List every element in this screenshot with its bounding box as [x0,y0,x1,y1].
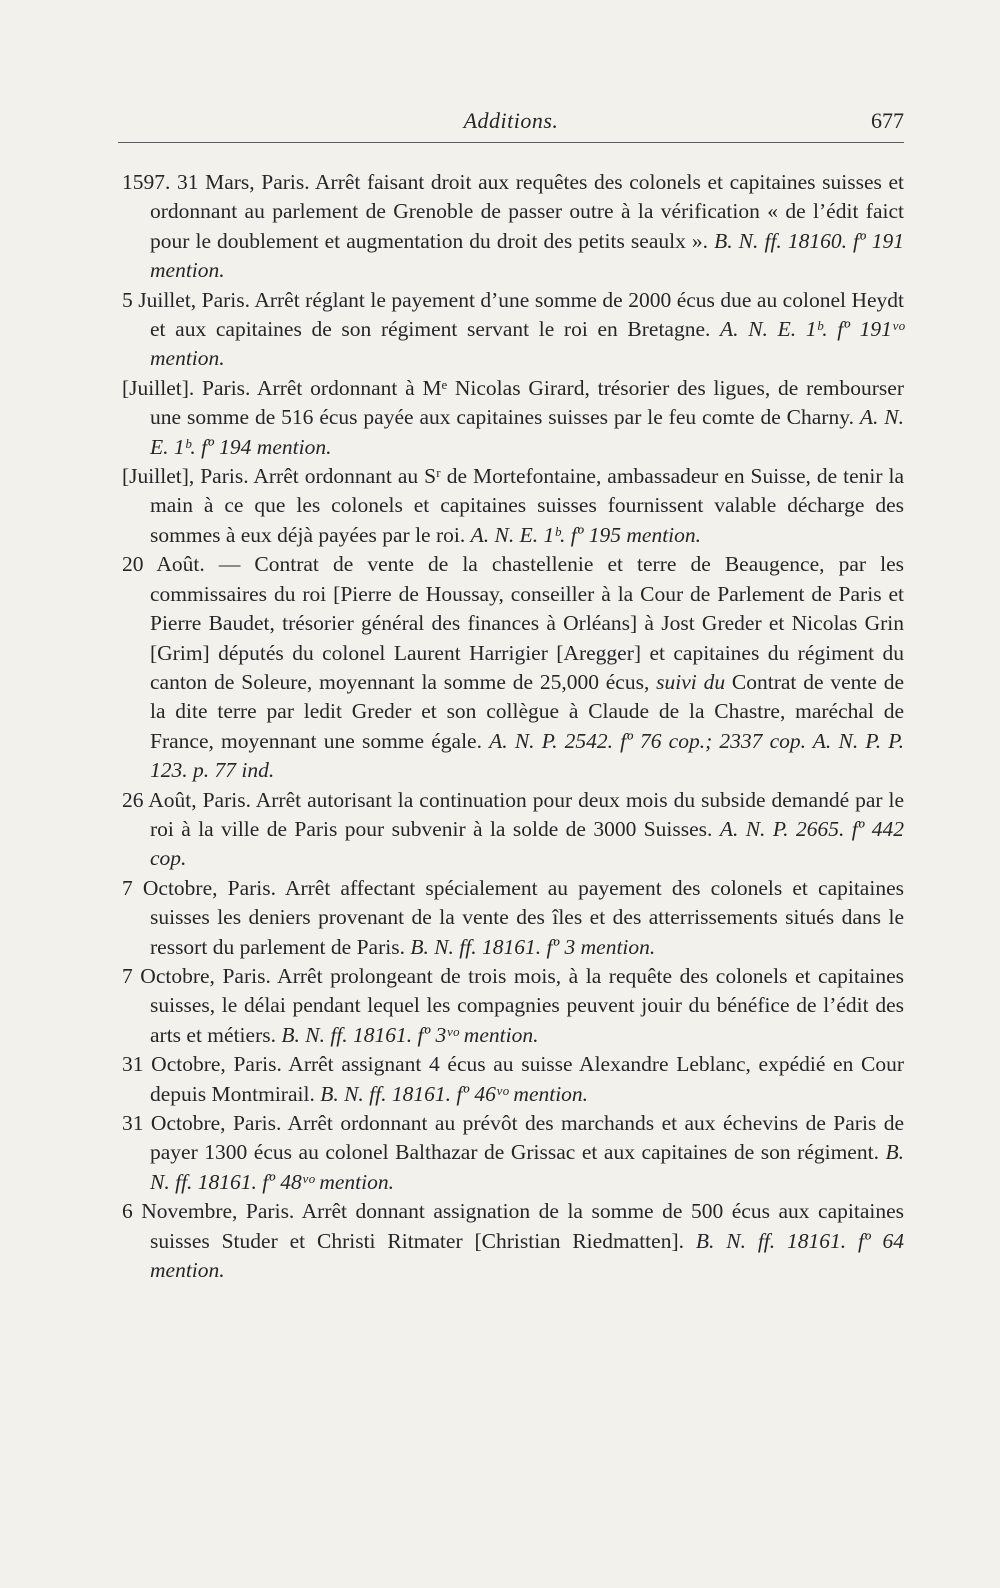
page-number: 677 [871,108,904,133]
source-reference: A. N. E. 1ᵇ. fº 191ᵛᵒ mention. [150,317,905,371]
source-reference: A. N. E. 1ᵇ. fº 195 mention. [470,522,702,547]
entry: 6 Novembre, Paris. Arrêt donnant assignation de la somme de 500 écus aux capitaines suisses Studer et Christi Ritmater [Christian Riedmatten]. B. N. ff. 18161. fº 64 mention. [122,1199,904,1283]
entry: [Juillet], Paris. Arrêt ordonnant au Sʳ de Mortefontaine, ambassadeur en Suisse, de tenir la main à ce que les colonels et capitaines suisses fournissent valable décharge des sommes à eux déjà payées par le roi. A. N. E. 1ᵇ. fº 195 mention. [122,464,904,547]
source-reference: B. N. ff. 18160. fº 191 mention. [150,228,905,283]
source-reference: B. N. ff. 18161. fº 46ᵛᵒ mention. [320,1081,589,1106]
inline-italic: suivi du [656,669,726,694]
entry: 26 Août, Paris. Arrêt autorisant la continuation pour deux mois du subside demandé par le roi à la ville de Paris pour subvenir à la solde de 3000 Suisses. A. N. P. 2665. fº 442 cop. [122,787,904,871]
entry-list [122,168,904,1285]
source-reference: B. N. ff. 18161. fº 3ᵛᵒ mention. [281,1022,539,1047]
source-reference: B. N. ff. 18161. fº 48ᵛᵒ mention. [150,1140,904,1194]
entry: 31 Octobre, Paris. Arrêt assignant 4 écus au suisse Alexandre Leblanc, expédié en Cour depuis Montmirail. B. N. ff. 18161. fº 46ᵛᵒ mention. [122,1052,904,1106]
entry: 31 Octobre, Paris. Arrêt ordonnant au prévôt des marchands et aux échevins de Paris de payer 1300 écus au colonel Balthazar de Grissac et aux capitaines de son régiment. B. N. ff. 18161. fº 48ᵛᵒ mention. [122,1111,904,1194]
source-reference: A. N. P. 2542. fº 76 cop.; 2337 cop. A. N. P. P. 123. p. 77 ind. [150,728,905,783]
source-reference: A. N. E. 1ᵇ. fº 194 mention. [150,405,904,459]
entry: 7 Octobre, Paris. Arrêt prolongeant de trois mois, à la requête des colonels et capitaines suisses, le délai pendant lequel les compagnies peuvent jouir du bénéfice de l’édit des arts et métiers. B. N. ff. 18161. fº 3ᵛᵒ mention. [122,963,904,1047]
header-rule [118,142,904,143]
entry: 1597. 31 Mars, Paris. Arrêt faisant droit aux requêtes des colonels et capitaines suisses et ordonnant au parlement de Grenoble de passer outre à la vérification « de l’édit faict pour le doublement et augmentation du droit des petits seaulx ». B. N. ff. 18160. fº 191 mention. [122,170,905,283]
source-reference: A. N. P. 2665. fº 442 cop. [150,816,904,871]
entry: 20 Août. — Contrat de vente de la chastellenie et terre de Beaugence, par les commissaires du roi [Pierre de Houssay, conseiller à la Cour de Parlement de Paris et Pierre Baudet, trésorier général des finances à Orléans] à Jost Greder et Nicolas Grin [Grim] députés du colonel Laurent Harrigier [Aregger] et capitaines du régiment du canton de Soleure, moyennant la somme de 25,000 écus, suivi du Contrat de vente de la dite terre par ledit Greder et son collègue à Claude de la Chastre, maréchal de France, moyennant une somme égale. A. N. P. 2542. fº 76 cop.; 2337 cop. A. N. P. P. 123. p. 77 ind. [122,552,905,783]
source-reference: B. N. ff. 18161. fº 64 mention. [150,1228,904,1283]
running-header [118,104,904,138]
entry: 7 Octobre, Paris. Arrêt affectant spécialement au payement des colonels et capitaines suisses les deniers provenant de la vente des îles et des atterrissements situés dans le ressort du parlement de Paris. B. N. ff. 18161. fº 3 mention. [122,875,904,959]
running-title: Additions. [463,108,559,133]
entry: [Juillet]. Paris. Arrêt ordonnant à Mᵉ Nicolas Girard, trésorier des ligues, de rembourser une somme de 516 écus payée aux capitaines suisses par le feu comte de Charny. A. N. E. 1ᵇ. fº 194 mention. [122,375,904,459]
source-reference: B. N. ff. 18161. fº 3 mention. [410,934,656,959]
entry: 5 Juillet, Paris. Arrêt réglant le payement d’une somme de 2000 écus due au colonel Heydt et aux capitaines de son régiment servant le roi en Bretagne. A. N. E. 1ᵇ. fº 191ᵛᵒ mention. [122,287,905,371]
